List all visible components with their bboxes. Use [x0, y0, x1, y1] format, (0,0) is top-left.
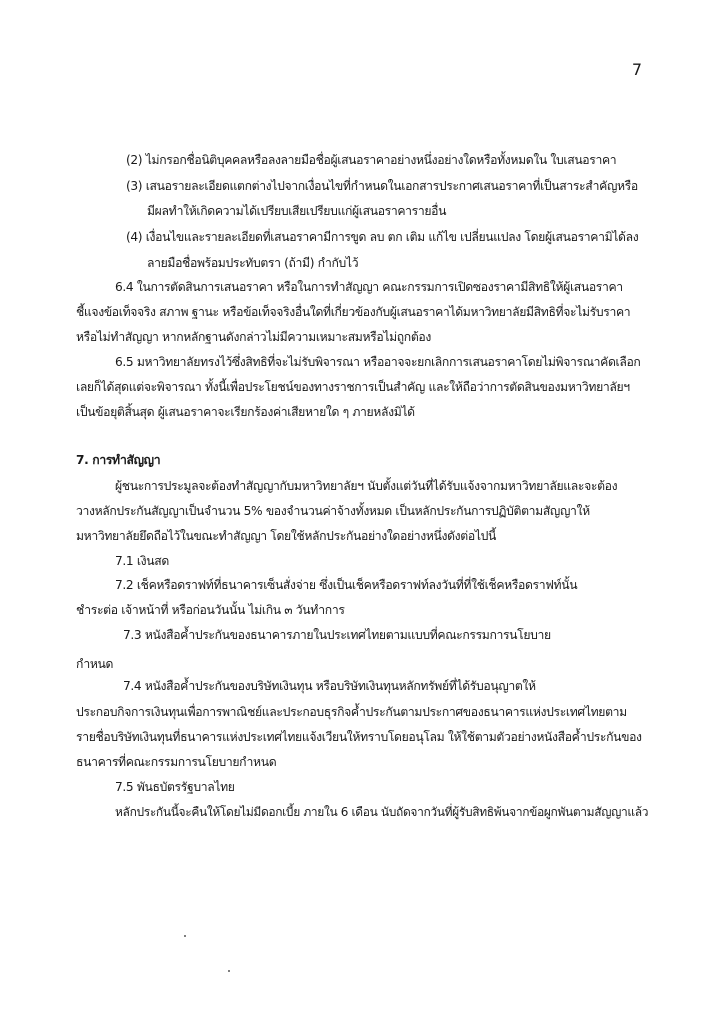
text-line: ชี้แจงข้อเท็จจริง สภาพ ฐานะ หรือข้อเท็จจริงอื่นใดที่เกี่ยวข้องกับผู้เสนอราคาได้มหาวิทยาลัยมีสิทธิที่จะไม่รับราคา — [76, 305, 631, 319]
text-line: ธนาคารที่คณะกรรมการนโยบายกำหนด — [76, 755, 277, 769]
text-line: 6.4 ในการตัดสินการเสนอราคา หรือในการทำสัญญา คณะกรรมการเปิดซองราคามีสิทธิให้ผู้เสนอราคา — [115, 280, 623, 294]
scan-speck — [228, 970, 230, 972]
text-line: 6.5 มหาวิทยาลัยทรงไว้ซึ่งสิทธิที่จะไม่รับพิจารณา หรืออาจจะยกเลิกการเสนอราคาโดยไม่พิจารณาคัดเลือก — [115, 355, 641, 369]
text-line: ลายมือชื่อพร้อมประทับตรา (ถ้ามี) กำกับไว้ — [147, 256, 359, 270]
text-line: เป็นข้อยุติสิ้นสุด ผู้เสนอราคาจะเรียกร้องค่าเสียหายใด ๆ ภายหลังมิได้ — [76, 405, 415, 419]
text-line: หรือไม่ทำสัญญา หากหลักฐานดังกล่าวไม่มีความเหมาะสมหรือไม่ถูกต้อง — [76, 330, 431, 344]
text-line: ประกอบกิจการเงินทุนเพื่อการพาณิชย์และประกอบธุรกิจค้ำประกันตามประกาศของธนาคารแห่งประเทศไทยตาม — [76, 705, 627, 719]
text-line: วางหลักประกันสัญญาเป็นจำนวน 5% ของจำนวนค่าจ้างทั้งหมด เป็นหลักประกันการปฏิบัติตามสัญญาให้ — [76, 504, 590, 518]
text-line: มหาวิทยาลัยยึดถือไว้ในขณะทำสัญญา โดยใช้หลักประกันอย่างใดอย่างหนึ่งดังต่อไปนี้ — [76, 529, 496, 543]
text-line: (4) เงื่อนไขและรายละเอียดที่เสนอราคามีการขูด ลบ ตก เติม แก้ไข เปลี่ยนแปลง โดยผู้เสนอราคามิได้ลง — [126, 230, 639, 244]
text-line: กำหนด — [76, 657, 114, 671]
text-line: ชำระต่อ เจ้าหน้าที่ หรือก่อนวันนั้น ไม่เกิน ๓ วันทำการ — [76, 603, 345, 617]
page-number: 7 — [631, 60, 642, 79]
text-line: 7.2 เช็คหรือดราฟท์ที่ธนาคารเซ็นสั่งจ่าย ซึ่งเป็นเช็คหรือดราฟท์ลงวันที่ที่ใช้เช็คหรือดราฟท์นั้น — [115, 578, 578, 592]
text-line: เลยก็ได้สุดแต่จะพิจารณา ทั้งนี้เพื่อประโยชน์ของทางราชการเป็นสำคัญ และให้ถือว่าการตัดสินของมหาวิทยาลัยฯ — [76, 380, 630, 394]
text-line: 7.3 หนังสือค้ำประกันของธนาคารภายในประเทศไทยตามแบบที่คณะกรรมการนโยบาย — [123, 628, 551, 642]
scan-speck — [184, 935, 186, 937]
text-line: 7.4 หนังสือค้ำประกันของบริษัทเงินทุน หรือบริษัทเงินทุนหลักทรัพย์ที่ได้รับอนุญาตให้ — [123, 679, 536, 693]
text-line: ผู้ชนะการประมูลจะต้องทำสัญญากับมหาวิทยาลัยฯ นับตั้งแต่วันที่ได้รับแจ้งจากมหาวิทยาลัยและจะต้อง — [115, 479, 618, 493]
text-line: 7.5 พันธบัตรรัฐบาลไทย — [115, 780, 235, 794]
text-line: (2) ไม่กรอกชื่อนิติบุคคลหรือลงลายมือชื่อผู้เสนอราคาอย่างหนึ่งอย่างใดหรือทั้งหมดใน ใบเสนอราคา — [126, 153, 617, 167]
text-line: รายชื่อบริษัทเงินทุนที่ธนาคารแห่งประเทศไทยแจ้งเวียนให้ทราบโดยอนุโลม ให้ใช้ตามตัวอย่างหนังสือค้ำประกันของ — [76, 730, 642, 744]
text-line: (3) เสนอรายละเอียดแตกต่างไปจากเงื่อนไขที่กำหนดในเอกสารประกาศเสนอราคาที่เป็นสาระสำคัญหรือ — [126, 179, 638, 193]
text-line: มีผลทำให้เกิดความได้เปรียบเสียเปรียบแก่ผู้เสนอราคารายอื่น — [147, 204, 447, 218]
text-line: หลักประกันนี้จะคืนให้โดยไม่มีดอกเบี้ย ภายใน 6 เดือน นับถัดจากวันที่ผู้รับสิทธิพ้นจากข้อผูกพันตามสัญญาแล้ว — [115, 805, 649, 819]
text-line: 7.1 เงินสด — [115, 554, 169, 568]
section-heading: 7. การทำสัญญา — [76, 453, 161, 467]
